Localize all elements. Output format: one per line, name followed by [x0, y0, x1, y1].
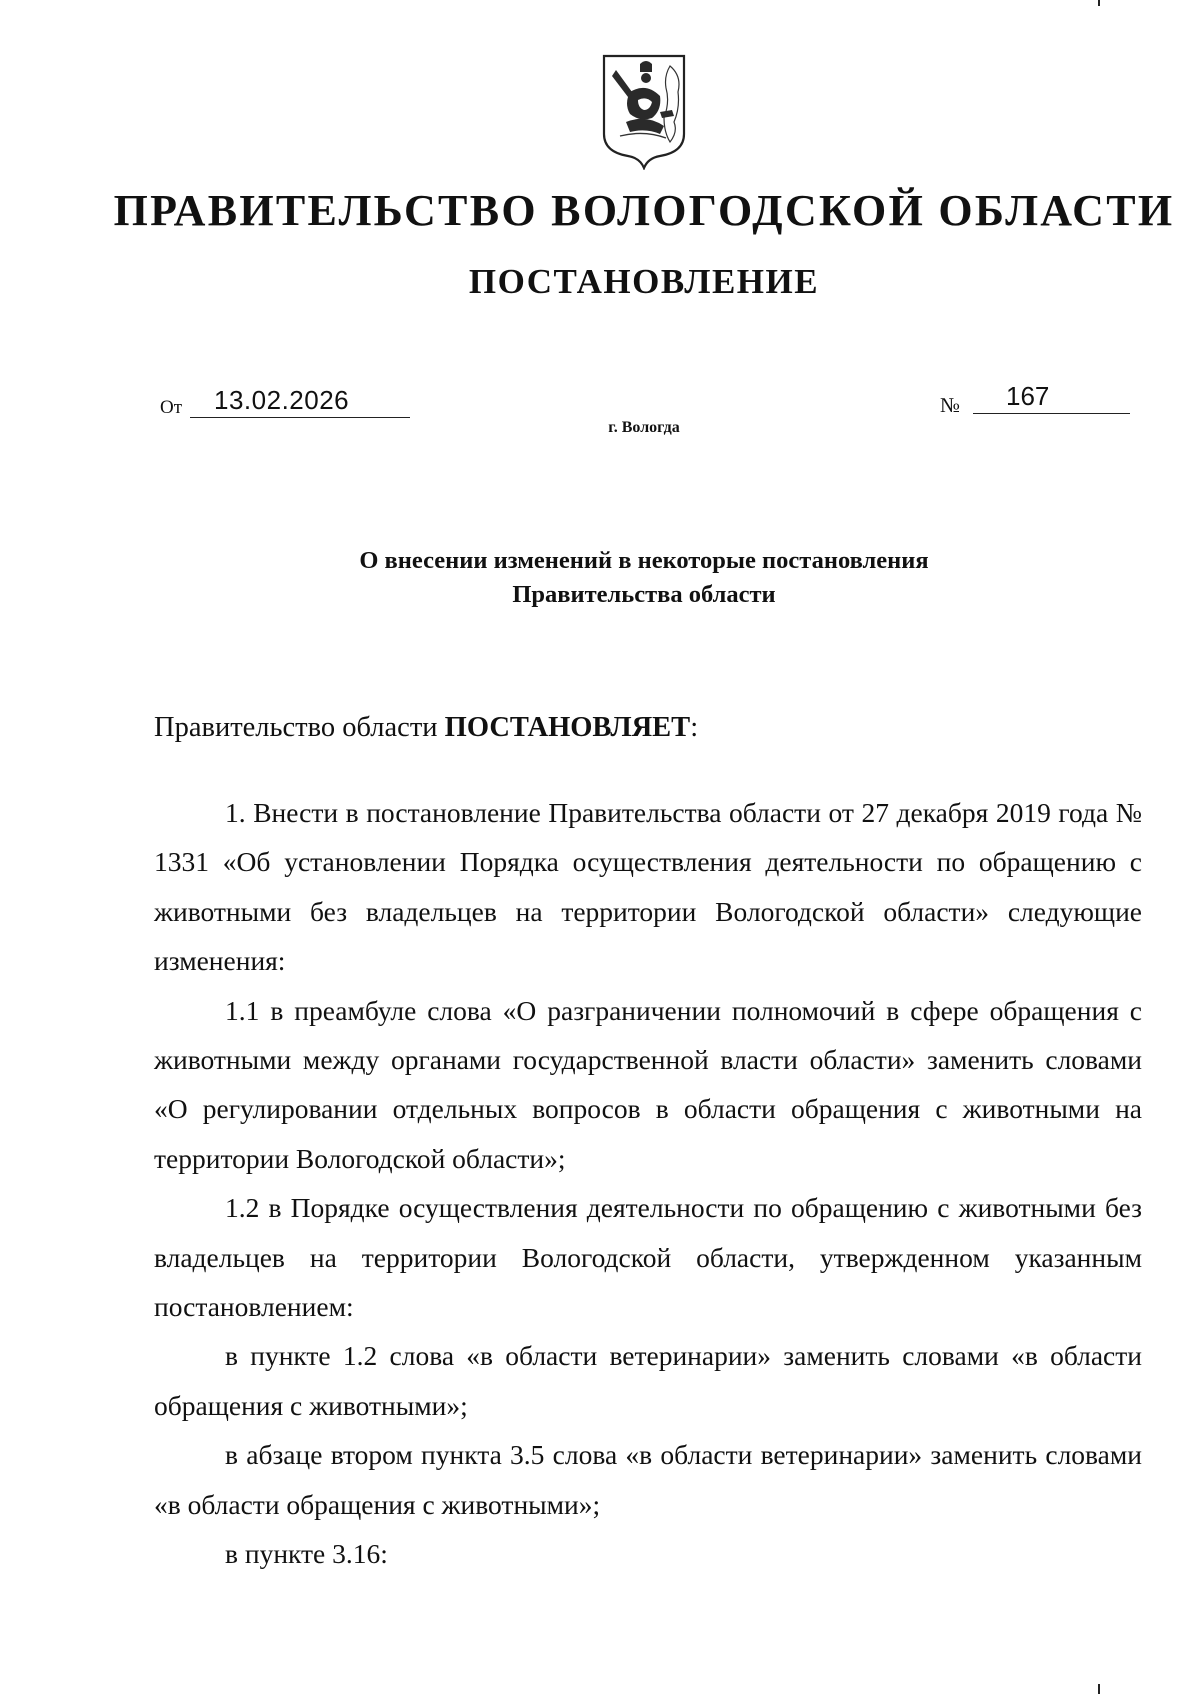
paragraph-1-2: 1.2 в Порядке осуществления деятельности по обращению с животными без владельцев на территории Вологодской области, утвержденном указанным постановлением:: [154, 1192, 1142, 1323]
city: г. Вологда: [608, 419, 680, 436]
paragraph-1: 1. Внести в постановление Правительства области от 27 декабря 2019 года № 1331 «Об установлении Порядка осуществления деятельности по обращению с животными без владельцев на территории Вологодской области» следующие изменения:: [154, 797, 1142, 977]
paragraph-item-1-2: в пункте 1.2 слова «в области ветеринарии» заменить словами «в области обращения с животными»;: [154, 1340, 1142, 1421]
government-title: ПРАВИТЕЛЬСТВО ВОЛОГОДСКОЙ ОБЛАСТИ: [113, 186, 1175, 235]
preamble: [154, 712, 698, 744]
subject-line-2: Правительства области: [512, 581, 776, 608]
document-body: [154, 788, 1142, 1579]
date-label: От: [160, 397, 183, 418]
paragraph-item-3-16: в пункте 3.16:: [225, 1538, 388, 1570]
paragraph-item-3-5: в абзаце втором пункта 3.5 слова «в области ветеринарии» заменить словами «в области обращения с животными»;: [154, 1439, 1142, 1520]
preamble-text: Правительство области: [154, 712, 445, 743]
scan-mark-top: [1098, 0, 1100, 6]
number-label: №: [940, 393, 961, 417]
paragraph-1-1: 1.1 в преамбуле слова «О разграничении полномочий в сфере обращения с животными между органами государственной власти области» заменить словами «О регулировании отдельных вопросов в области обращения с животными на территории Вологодской области»;: [154, 994, 1142, 1174]
document-type: ПОСТАНОВЛЕНИЕ: [468, 262, 820, 301]
document-subject: [0, 544, 1200, 612]
date-underline: [190, 417, 410, 418]
number-underline: [973, 413, 1130, 414]
document-number: 167: [1006, 381, 1050, 411]
scan-mark-bottom: [1098, 1684, 1100, 1694]
preamble-colon: :: [690, 712, 699, 743]
preamble-emphasis: ПОСТАНОВЛЯЕТ: [444, 712, 691, 743]
document-date: 13.02.2026: [214, 385, 350, 415]
coat-of-arms-icon: [600, 52, 688, 170]
subject-line-1: О внесении изменений в некоторые постановления: [359, 547, 929, 574]
